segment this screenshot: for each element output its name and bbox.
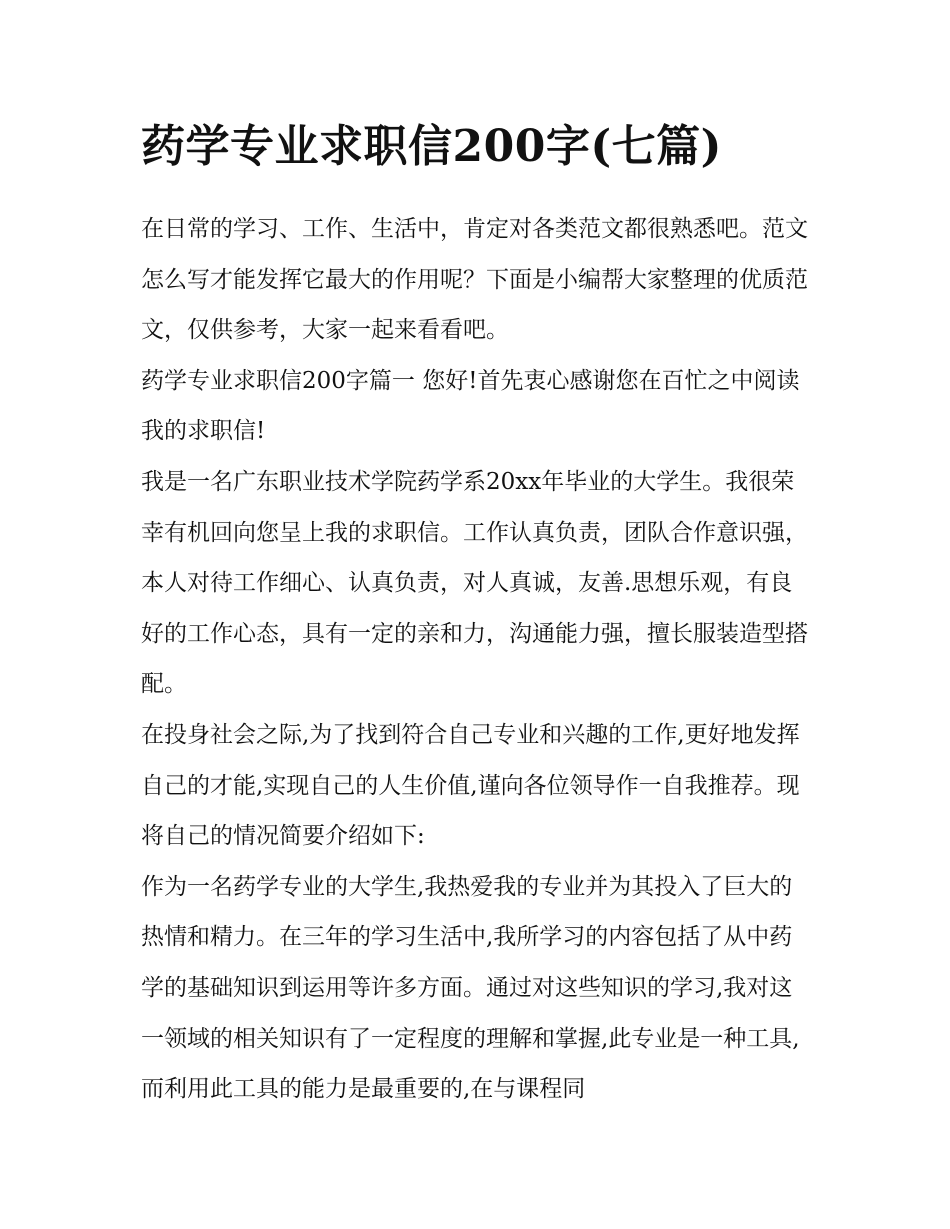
paragraph-greeting: 药学专业求职信200字篇一 您好!首先衷心感谢您在百忙之中阅读我的求职信! — [141, 367, 800, 445]
paragraph-recommendation: 在投身社会之际,为了找到符合自己专业和兴趣的工作,更好地发挥自己的才能,实现自己的人生价值,谨向各位领导作一自我推荐。现将自己的情况简要介绍如下: — [141, 721, 800, 850]
document-page — [141, 112, 821, 1115]
paragraph-study: 作为一名药学专业的大学生,我热爱我的专业并为其投入了巨大的热情和精力。在三年的学习生活中,我所学习的内容包括了从中药学的基础知识到运用等许多方面。通过对这些知识的学习,我对这一领域的相关知识有了一定程度的理解和掌握,此专业是一种工具,而利用此工具的能力是最重要的,在与课程同 — [141, 873, 800, 1103]
page-title: 药学专业求职信200字(七篇) — [141, 121, 722, 172]
paragraph-self-intro: 我是一名广东职业技术学院药学系20xx年毕业的大学生。我很荣幸有机回向您呈上我的求职信。工作认真负责，团队合作意识强，本人对待工作细心、认真负责，对人真诚，友善.思想乐观，有良好的工作心态，具有一定的亲和力，沟通能力强，擅长服装造型搭配。 — [141, 468, 808, 698]
paragraph-intro: 在日常的学习、工作、生活中，肯定对各类范文都很熟悉吧。范文怎么写才能发挥它最大的作用呢？下面是小编帮大家整理的优质范文，仅供参考，大家一起来看看吧。 — [141, 216, 808, 344]
